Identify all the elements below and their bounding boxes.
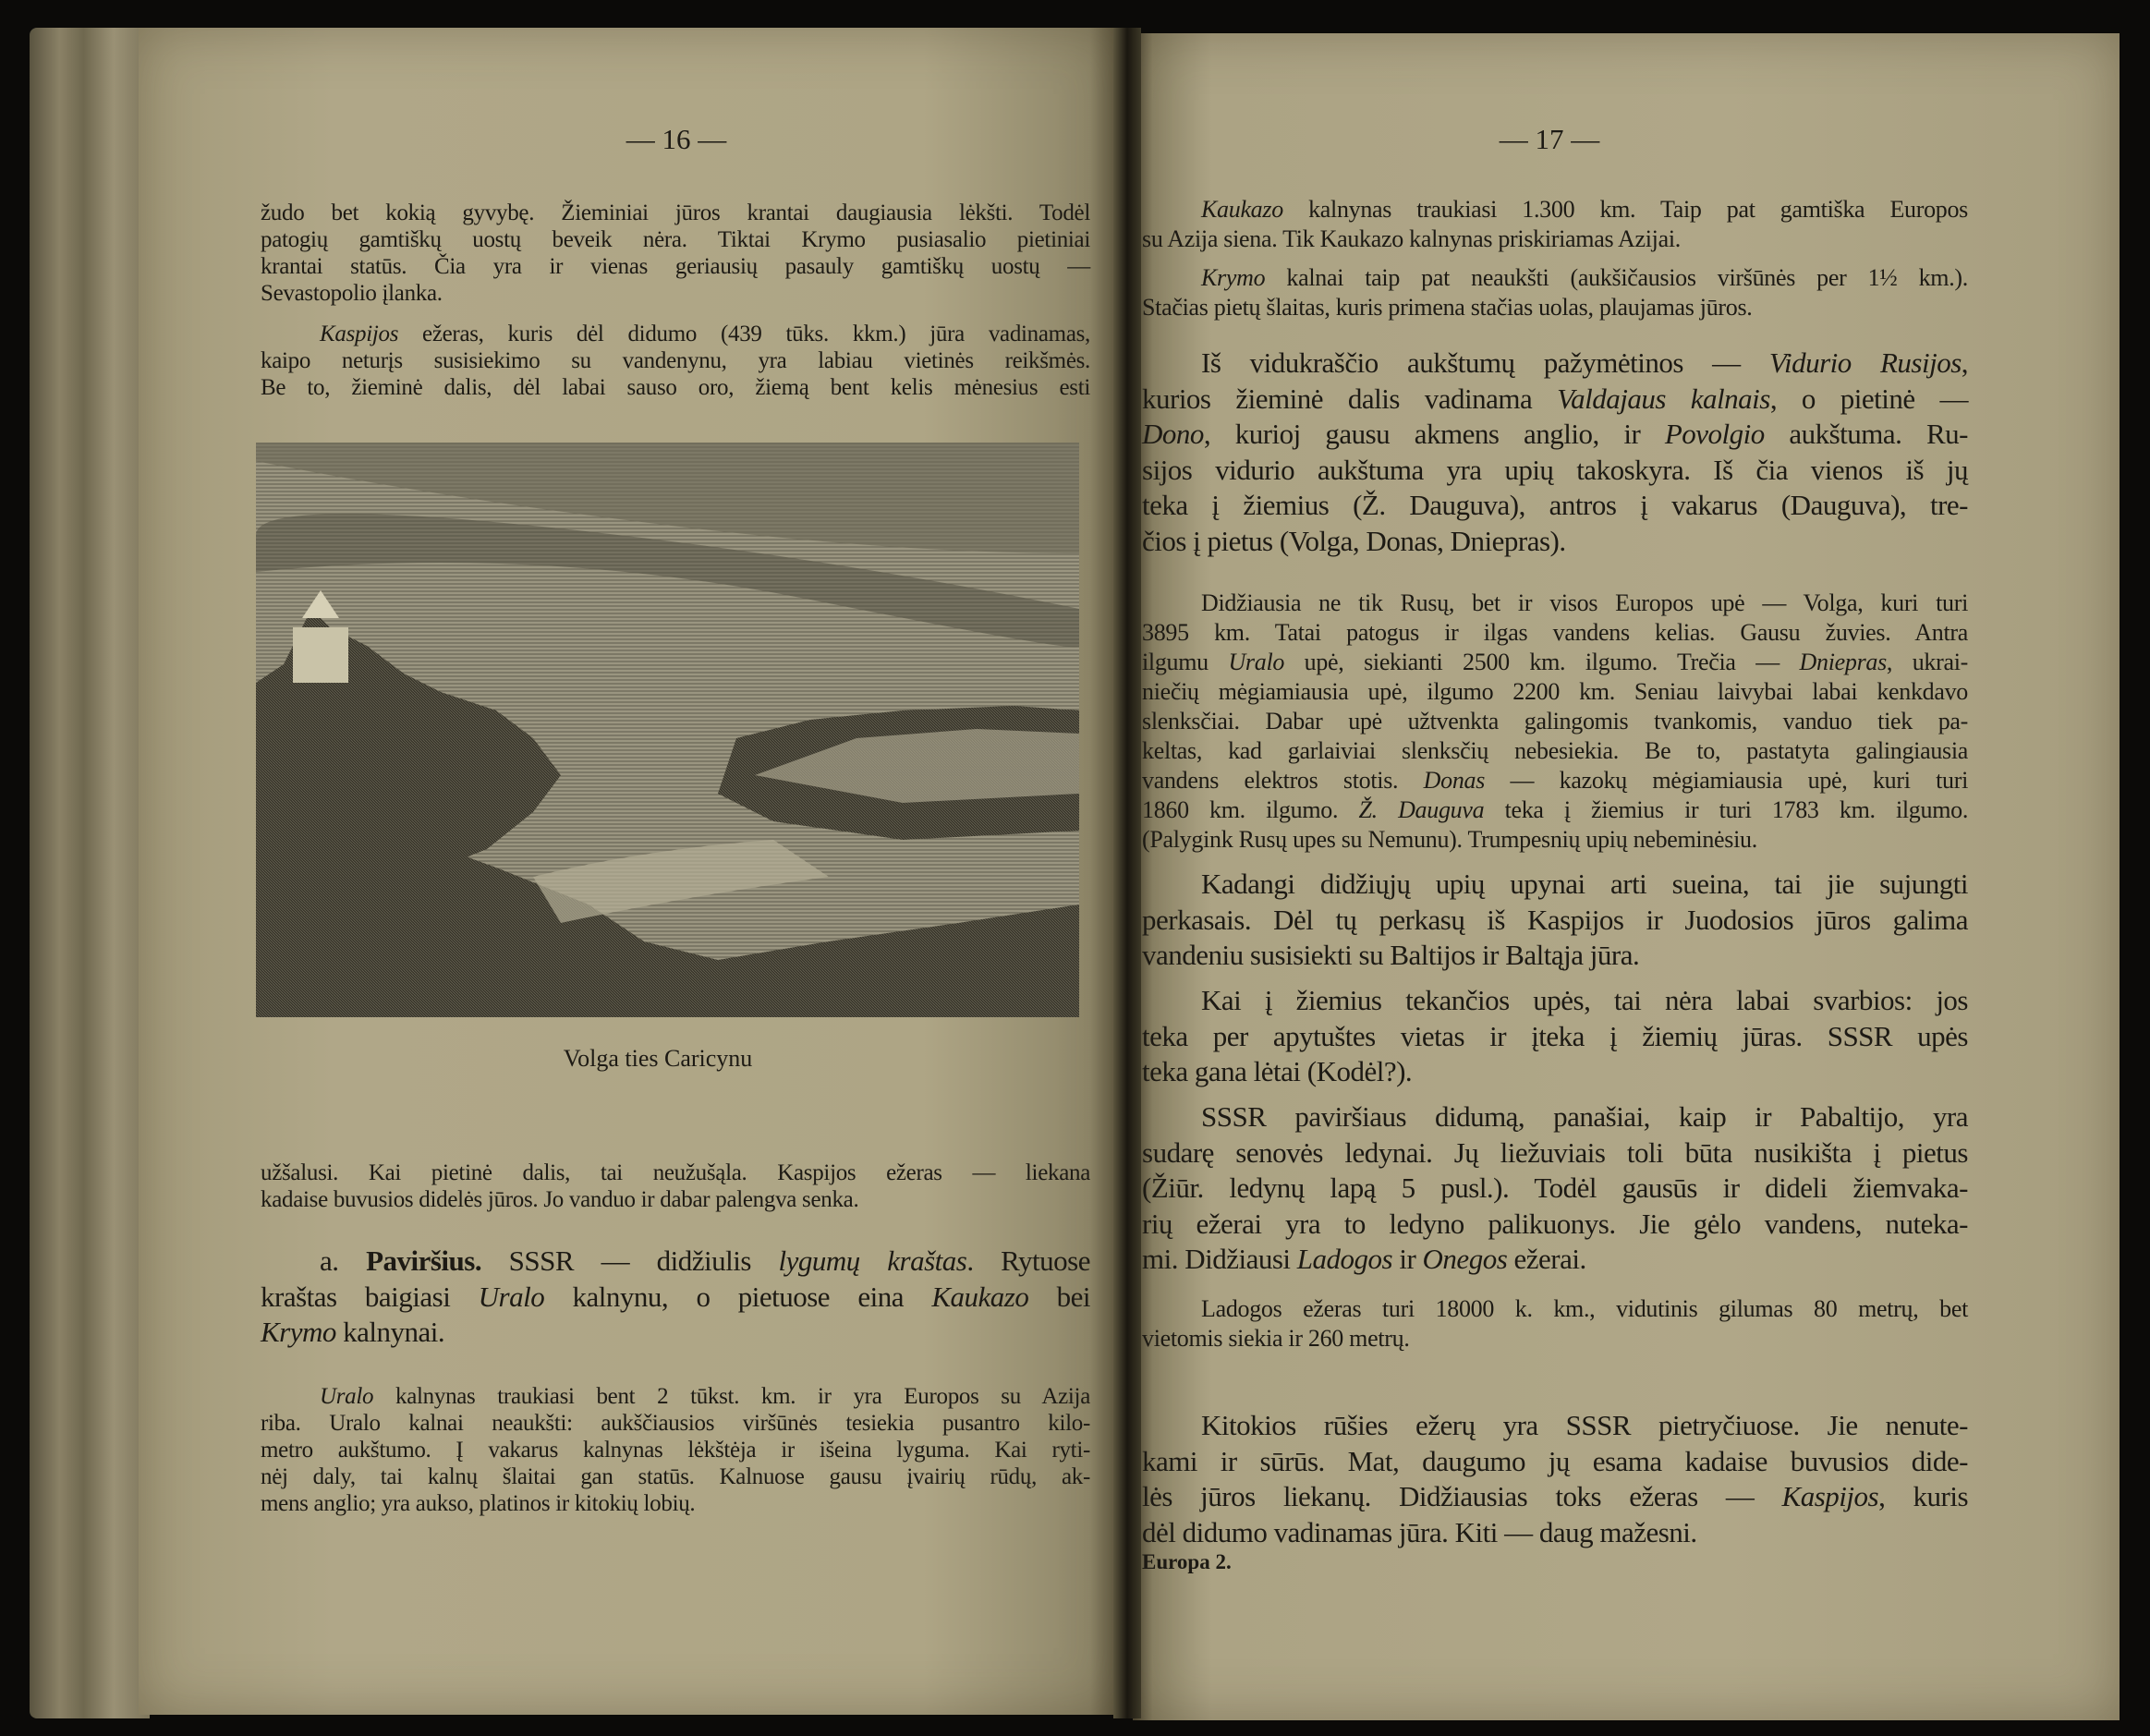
text-line: (Palygink Rusų upes su Nemunu). Trumpesnių upių nebeminėsiu.	[1142, 826, 1757, 853]
engraving-illustration	[256, 443, 1079, 1017]
paragraph	[1142, 195, 1968, 254]
text-line: dėl didumo vadinamas jūra. Kiti — daug mažesni.	[1142, 1515, 1697, 1548]
text-line: Didžiausia ne tik Rusų, bet ir visos Europos upė — Volga, kuri turi	[1201, 589, 1968, 616]
text-line: Uralo kalnynas traukiasi bent 2 tūkst. km. ir yra Europos su Azija	[320, 1384, 1090, 1409]
text-line: sijos vidurio aukštuma yra upių takoskyra. Iš čia vienos iš jų	[1142, 453, 1968, 486]
text-line: lės jūros liekanų. Didžiausias toks ežeras — Kaspijos, kuris	[1142, 1480, 1969, 1512]
paragraph	[1142, 589, 1968, 855]
text-line: vandens elektros stotis. Donas — kazokų mėgiamiausia upė, kuri turi	[1142, 767, 1968, 794]
text-line: perkasais. Dėl tų perkasų iš Kaspijos ir Juodosios jūros galima	[1142, 903, 1968, 936]
text-line: ilgumu Uralo upė, siekianti 2500 km. ilgumo. Trečia — Dniepras, ukrai-	[1142, 649, 1968, 675]
text-line: Ladogos ežeras turi 18000 k. km., vidutinis gilumas 80 metrų, bet	[1201, 1295, 1968, 1322]
signature-mark: Europa 2.	[1142, 1550, 1232, 1573]
paragraph	[261, 200, 1090, 307]
page-number-right: — 17 —	[1499, 123, 1600, 155]
paragraph	[1142, 867, 1968, 974]
paragraph	[1142, 1099, 1968, 1278]
page-number-left: — 16 —	[626, 123, 727, 155]
paragraph	[1142, 1294, 1968, 1354]
volga-landscape-image	[256, 443, 1079, 1017]
text-line: kami ir sūrūs. Mat, daugumo jų esama kadaise buvusios dide-	[1142, 1444, 1968, 1477]
text-line: čios į pietus (Volga, Donas, Dniepras).	[1142, 524, 1566, 557]
text-line: Kai į žiemius tekančios upės, tai nėra labai svarbios: jos	[1201, 984, 1968, 1016]
paragraph	[261, 1159, 1090, 1213]
text-line: kraštas baigiasi Uralo kalnynu, o pietuose eina Kaukazo bei	[261, 1280, 1090, 1313]
text-line: Kaukazo kalnynas traukiasi 1.300 km. Taip pat gamtiška Europos	[1201, 196, 1968, 223]
text-line: žudo bet kokią gyvybę. Žieminiai jūros krantai daugiausia lėkšti. Todėl	[261, 200, 1090, 225]
text-line: Krymo kalnai taip pat neaukšti (aukšičausios viršūnės per 1½ km.).	[1201, 264, 1968, 291]
text-line: teka per apytuštes vietas ir įteka į žiemių jūras. SSSR upės	[1142, 1019, 1968, 1052]
text-line: vietomis siekia ir 260 metrų.	[1142, 1325, 1410, 1352]
paragraph	[261, 321, 1090, 401]
text-line: Dono, kurioj gausu akmens anglio, ir Povolgio aukštuma. Ru-	[1142, 418, 1968, 450]
text-line: Kadangi didžiųjų upių upynai arti sueina, tai jie sujungti	[1201, 868, 1968, 900]
text-line: keltas, kad garlaiviai slenksčių nebesiekia. Be to, pastatyta galingiausia	[1142, 737, 1968, 764]
text-line: sudarę senovės ledynai. Jų liežuviais toli būta nusikišta į pietus	[1142, 1135, 1968, 1169]
text-line: Stačias pietų šlaitas, kuris primena stačias uolas, plaujamas jūros.	[1142, 294, 1753, 321]
text-line: Kitokios rūšies ežerų yra SSSR pietryčiuose. Jie nenute-	[1201, 1409, 1968, 1441]
text-line: vandeniu susisiekti su Baltijos ir Baltąja jūra.	[1142, 939, 1640, 971]
text-line: 3895 km. Tatai patogus ir ilgas vandens kelias. Gausu žuvies. Antra	[1142, 619, 1968, 646]
text-line: riba. Uralo kalnai neaukšti: aukščiausios viršūnės tesiekia pusantro kilo-	[261, 1411, 1090, 1436]
text-line: metro aukštumo. Į vakarus kalnynas lėkštėja ir išeina lyguma. Kai ryti-	[261, 1438, 1090, 1463]
text-line: kadaise buvusios didelės jūros. Jo vanduo ir dabar palengva senka.	[261, 1187, 859, 1212]
paragraph	[261, 1244, 1090, 1351]
paragraph	[1142, 983, 1968, 1090]
text-line: rių ežerai yra to ledyno palikuonys. Jie gėlo vandens, nuteka-	[1142, 1207, 1968, 1240]
text-line: teka gana lėtai (Kodėl?).	[1142, 1055, 1413, 1087]
text-line: Krymo kalnynai.	[261, 1316, 445, 1348]
text-line: Sevastopolio įlanka.	[261, 281, 443, 306]
paragraph	[1142, 346, 1968, 559]
text-line: (Žiūr. ledynų lapą 5 pusl.). Todėl gausūs ir dideli žiemvaka-	[1142, 1171, 1968, 1204]
text-line: Be to, žieminė dalis, dėl labai sauso oro, žiemą bent kelis mėnesius esti	[261, 375, 1090, 400]
paragraph	[261, 1383, 1090, 1517]
text-line: teka į žiemius (Ž. Dauguva), antros į vakarus (Dauguva), tre-	[1142, 489, 1968, 521]
paragraph	[1142, 1408, 1968, 1550]
text-line: a. Paviršius. SSSR — didžiulis lygumų kraštas. Rytuose	[320, 1244, 1090, 1277]
text-line: kurios žieminė dalis vadinama Valdajaus kalnais, o pietinė —	[1142, 382, 1968, 415]
text-line: mi. Didžiausi Ladogos ir Onegos ežerai.	[1142, 1243, 1586, 1275]
figure-caption: Volga ties Caricynu	[563, 1045, 753, 1072]
text-line: užšalusi. Kai pietinė dalis, tai neužušąla. Kaspijos ežeras — liekana	[261, 1160, 1090, 1185]
text-line: krantai statūs. Čia yra ir vienas geriausių pasauly gamtiškų uostų —	[261, 254, 1090, 279]
paragraph	[1142, 263, 1968, 322]
text-line: su Azija siena. Tik Kaukazo kalnynas priskiriamas Azijai.	[1142, 225, 1681, 252]
text-line: 1860 km. ilgumo. Ž. Dauguva teka į žiemius ir turi 1783 km. ilgumo.	[1142, 796, 1969, 823]
text-line: Iš vidukraščio aukštumų pažymėtinos — Vidurio Rusijos,	[1201, 346, 1969, 379]
text-line: Kaspijos ežeras, kuris dėl didumo (439 tūks. kkm.) jūra vadinamas,	[320, 322, 1090, 346]
text-line: kaipo neturįs susisiekimo su vandenynu, yra labiau vietinės reikšmės.	[261, 348, 1090, 373]
text-line: SSSR paviršiaus didumą, panašiai, kaip ir Pabaltijo, yra	[1201, 1100, 1968, 1133]
text-line: slenksčiai. Dabar upė užtvenkta galingomis tvankomis, vanduo tiek pa-	[1142, 708, 1968, 734]
page-edges	[30, 28, 150, 1718]
text-line: patogių gamtiškų uostų beveik nėra. Tiktai Krymo pusiasalio pietiniai	[261, 227, 1090, 252]
book-gutter	[1113, 28, 1141, 1718]
text-line: nėj daly, tai kalnų šlaitai gan statūs. Kalnuose gausu įvairių rūdų, ak-	[261, 1464, 1090, 1489]
text-line: niečių mėgiamiausia upė, ilgumo 2200 km. Seniau laivybai labai kenkdavo	[1142, 678, 1968, 705]
text-line: mens anglio; yra aukso, platinos ir kitokių lobių.	[261, 1491, 696, 1516]
